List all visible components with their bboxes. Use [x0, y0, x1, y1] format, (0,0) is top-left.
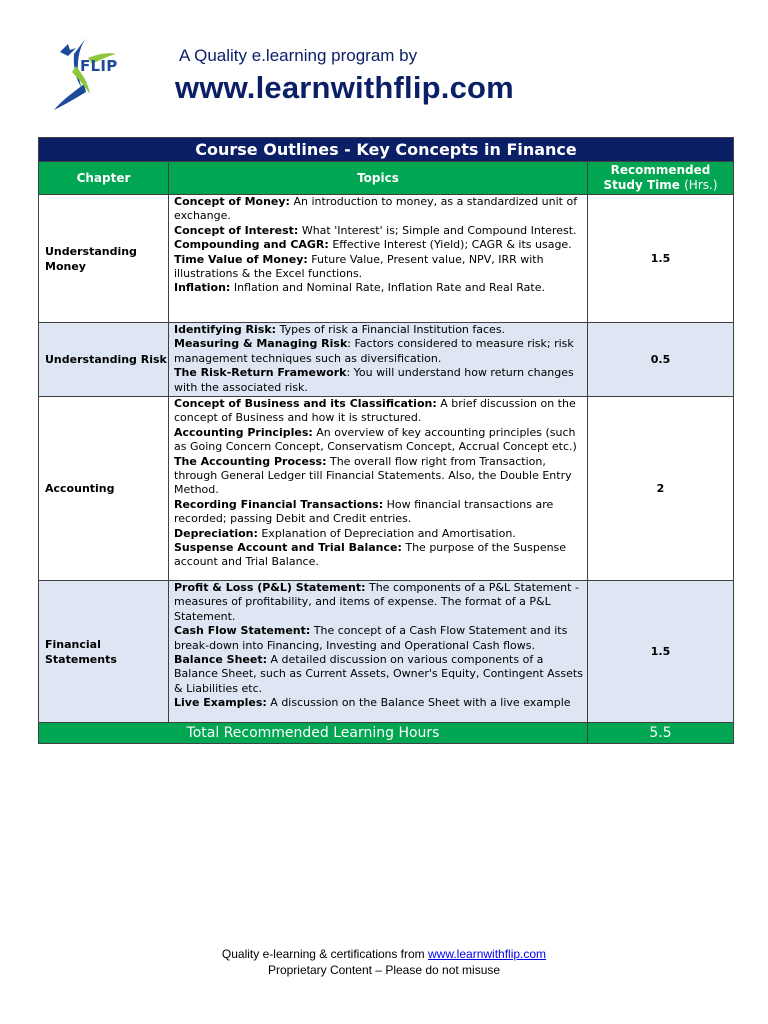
study-time-cell: 2 [588, 397, 734, 581]
topic-item: Concept of Interest: What 'Interest' is; Simple and Compound Interest. [174, 223, 577, 237]
study-time-line1: Recommended [610, 163, 711, 177]
topic-item: Time Value of Money: Future Value, Present value, NPV, IRR with illustrations & the Excel functions. [174, 252, 544, 281]
topic-item: Compounding and CAGR: Effective Interest (Yield); CAGR & its usage. [174, 238, 572, 252]
table-title: Course Outlines - Key Concepts in Finance [39, 138, 734, 162]
page-header [0, 0, 768, 130]
topics-cell [169, 323, 588, 397]
topic-item: Inflation: Inflation and Nominal Rate, Inflation Rate and Real Rate. [174, 281, 545, 295]
topic-item: Depreciation: Explanation of Depreciation and Amortisation. [174, 526, 516, 540]
table-row [39, 323, 734, 397]
column-header-chapter: Chapter [39, 162, 169, 195]
footer-link[interactable]: www.learnwithflip.com [428, 947, 547, 961]
study-time-line2: Study Time [603, 178, 680, 192]
footer-line-1 [0, 947, 768, 961]
footer-line-2: Proprietary Content – Please do not misuse [267, 963, 501, 977]
column-header-topics: Topics [169, 162, 588, 195]
table-header-row [39, 162, 734, 195]
study-time-cell: 0.5 [588, 323, 734, 397]
topic-item: Measuring & Managing Risk: Factors considered to measure risk; risk management techniques such as diversification. [174, 337, 574, 365]
chapter-cell: Understanding Money [39, 195, 169, 323]
topic-item: Profit & Loss (P&L) Statement: The components of a P&L Statement - measures of profitability, and items of expense. The format of a P&L Statement. [174, 581, 579, 623]
column-header-study-time [588, 162, 734, 195]
topic-item: Cash Flow Statement: The concept of a Cash Flow Statement and its break-down into Financing, Investing and Operational Cash flows. [174, 624, 568, 652]
topic-item: Balance Sheet: A detailed discussion on various components of a Balance Sheet, such as Current Assets, Owner's Equity, Contingent Assets & Liabilities etc. [174, 653, 583, 695]
topic-item: Concept of Money: An introduction to money, as a standardized unit of exchange. [174, 195, 578, 223]
study-time-unit: (Hrs.) [684, 178, 718, 192]
table-row [39, 397, 734, 581]
tagline: A Quality e.learning program by [179, 46, 418, 65]
table-title-row [39, 138, 734, 162]
topic-item: The Accounting Process: The overall flow right from Transaction, through General Ledger till Financial Statements. Also, the Double Entry Method. [174, 454, 572, 497]
topic-item: Identifying Risk: Types of risk a Financial Institution faces. [174, 323, 506, 336]
course-outline-table [38, 137, 734, 744]
topic-item: Accounting Principles: An overview of key accounting principles (such as Going Concern Concept, Conservatism Concept, Accrual Concept etc.) [174, 425, 577, 454]
topic-item: Suspense Account and Trial Balance: The purpose of the Suspense account and Trial Balance. [174, 541, 567, 569]
study-time-cell: 1.5 [588, 581, 734, 723]
study-time-cell: 1.5 [588, 195, 734, 323]
topic-item: Live Examples: A discussion on the Balance Sheet with a live example [174, 696, 571, 710]
topics-cell [169, 195, 588, 323]
topics-cell [169, 581, 588, 723]
topic-item: The Risk-Return Framework: You will understand how return changes with the associated risk. [174, 366, 574, 394]
topic-item: Concept of Business and its Classification: A brief discussion on the concept of Business and how it is structured. [174, 397, 576, 425]
total-row [39, 723, 734, 744]
logo-text: FLIP [80, 57, 118, 75]
total-value: 5.5 [588, 723, 734, 744]
footer-prefix: Quality e-learning & certifications from [221, 947, 425, 961]
total-label: Total Recommended Learning Hours [39, 723, 588, 744]
topic-item: Recording Financial Transactions: How financial transactions are recorded; passing Debit and Credit entries. [174, 497, 554, 526]
site-url: www.learnwithflip.com [175, 70, 514, 105]
chapter-cell: Financial Statements [39, 581, 169, 723]
chapter-cell: Accounting [39, 397, 169, 581]
chapter-cell: Understanding Risk [39, 323, 169, 397]
table-row [39, 581, 734, 723]
topics-cell [169, 397, 588, 581]
table-row [39, 195, 734, 323]
